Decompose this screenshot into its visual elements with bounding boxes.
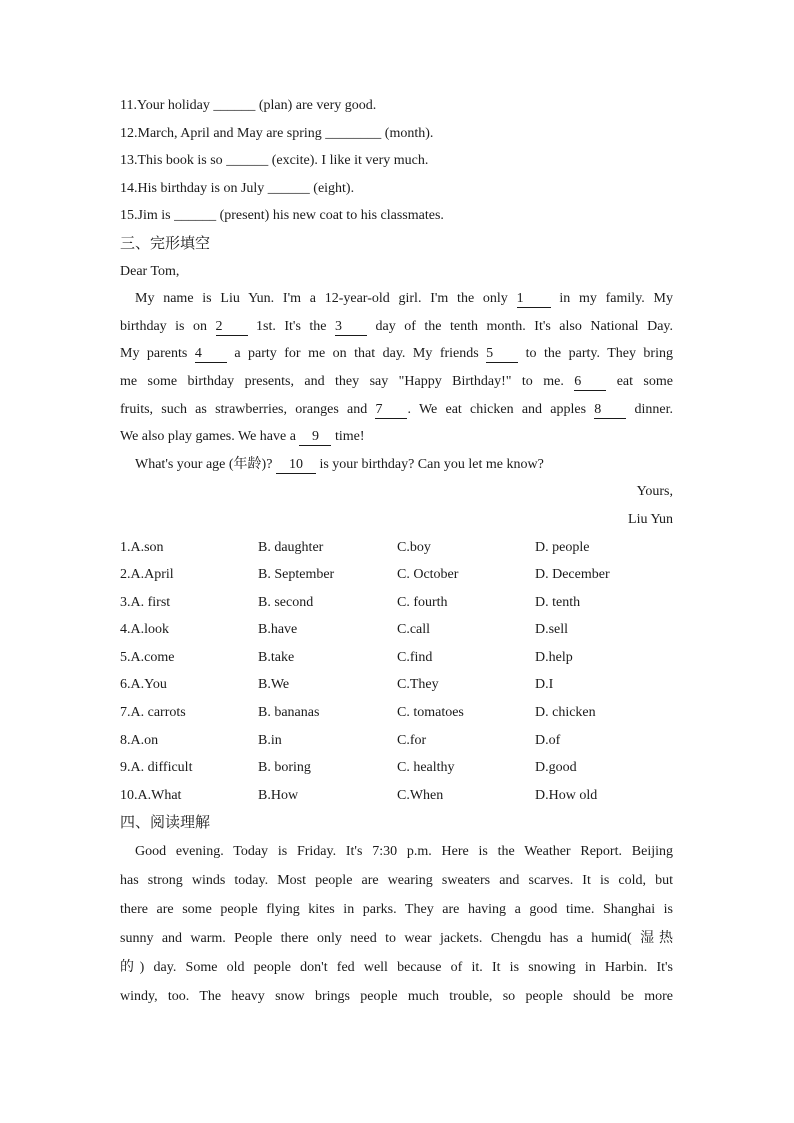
answer-blank[interactable]: ______ (174, 208, 217, 224)
option-a[interactable]: 5.A.come (120, 649, 175, 665)
passage-line: me some birthday presents, and they say "Happy Birthday!" to me. 6 eat some (120, 373, 673, 389)
option-b[interactable]: B. bananas (258, 705, 320, 721)
option-a[interactable]: 4.A.look (120, 622, 169, 638)
passage-line: What's your age (年龄)? 10 is your birthday? Can you let me know? (135, 455, 544, 472)
question-14: 14.His birthday is on July ______ (eight). (120, 180, 355, 196)
option-d[interactable]: D. tenth (535, 594, 581, 610)
option-c[interactable]: C.call (397, 622, 431, 638)
option-d[interactable]: D.I (535, 677, 554, 693)
option-d[interactable]: D.good (535, 760, 577, 776)
cloze-blank-10[interactable]: 10 (276, 457, 316, 474)
passage-line: My parents 4 a party for me on that day. My friends 5 to the party. They bring (120, 346, 673, 362)
answer-blank[interactable]: ______ (213, 98, 256, 113)
option-d[interactable]: D.of (535, 732, 561, 748)
option-d[interactable]: D.How old (535, 787, 598, 803)
option-d[interactable]: D. people (535, 539, 590, 555)
letter-signature: Liu Yun (628, 511, 673, 527)
option-a[interactable]: 1.A.son (120, 539, 164, 555)
option-b[interactable]: B. second (258, 594, 314, 610)
passage-line: windy, too. The heavy snow brings people much trouble, so people should be more (120, 989, 673, 1005)
option-d[interactable]: D.help (535, 649, 573, 665)
option-row (120, 782, 673, 810)
option-c[interactable]: C. October (397, 567, 459, 583)
cloze-blank-1[interactable]: 1 (517, 291, 551, 308)
option-c[interactable]: C.boy (397, 539, 431, 555)
answer-blank[interactable]: ______ (226, 153, 269, 169)
option-c[interactable]: C.They (397, 677, 439, 693)
cloze-blank-4[interactable]: 4 (195, 346, 227, 363)
option-b[interactable]: B. boring (258, 760, 311, 776)
worksheet-page (120, 92, 673, 1011)
passage-line: there are some people flying kites in parks. They are having a good time. Shanghai is (120, 902, 673, 918)
option-row (120, 534, 673, 562)
option-row (120, 671, 673, 699)
option-d[interactable]: D.sell (535, 622, 569, 638)
passage-line: has strong winds today. Most people are wearing sweaters and scarves. It is cold, but (120, 873, 673, 889)
option-c[interactable]: C.When (397, 787, 444, 803)
option-row (120, 644, 673, 672)
cloze-passage (120, 285, 673, 533)
question-11: 11.Your holiday ______ (plan) are very good. (120, 98, 377, 113)
letter-closing: Yours, (636, 484, 673, 500)
question-15: 15.Jim is ______ (present) his new coat to his classmates. (120, 208, 444, 224)
answer-blank[interactable]: ________ (325, 125, 382, 141)
cloze-options (120, 534, 673, 810)
option-a[interactable]: 8.A.on (120, 732, 159, 748)
option-b[interactable]: B. daughter (258, 539, 324, 555)
option-b[interactable]: B.in (258, 732, 282, 748)
section-4-title: 四、阅读理解 (120, 813, 211, 832)
letter-salutation: Dear Tom, (120, 263, 180, 279)
option-row (120, 699, 673, 727)
option-b[interactable]: B. September (258, 567, 335, 583)
option-b[interactable]: B.have (258, 622, 298, 638)
option-a[interactable]: 3.A. first (120, 594, 171, 610)
passage-line: Good evening. Today is Friday. It's 7:30 p.m. Here is the Weather Report. Beijing (135, 844, 673, 860)
option-row (120, 589, 673, 617)
section-3-title: 三、完形填空 (120, 233, 211, 252)
option-a[interactable]: 7.A. carrots (120, 705, 186, 721)
cloze-blank-8[interactable]: 8 (594, 402, 626, 419)
answer-blank[interactable]: ______ (267, 180, 310, 196)
question-12: 12.March, April and May are spring ________ (month). (120, 125, 434, 141)
option-b[interactable]: B.We (258, 677, 290, 693)
option-c[interactable]: C. fourth (397, 594, 448, 610)
reading-passage (120, 837, 673, 1011)
passage-line: My name is Liu Yun. I'm a 12-year-old girl. I'm the only 1 in my family. My (135, 291, 673, 307)
option-row (120, 727, 673, 755)
passage-line: sunny and warm. People there only need to wear jackets. Chengdu has a humid( 湿热 (120, 931, 673, 947)
option-c[interactable]: C.for (397, 732, 427, 748)
option-row (120, 561, 673, 589)
option-d[interactable]: D. chicken (535, 705, 596, 721)
cloze-blank-7[interactable]: 7 (375, 402, 407, 419)
option-a[interactable]: 10.A.What (120, 787, 182, 803)
cloze-blank-9[interactable]: 9 (299, 429, 331, 446)
option-d[interactable]: D. December (535, 567, 610, 583)
question-13: 13.This book is so ______ (excite). I like it very much. (120, 153, 429, 169)
option-row (120, 616, 673, 644)
option-b[interactable]: B.How (258, 787, 299, 803)
option-c[interactable]: C.find (397, 649, 433, 665)
option-a[interactable]: 9.A. difficult (120, 760, 193, 776)
option-c[interactable]: C. tomatoes (397, 705, 464, 721)
passage-line: 的) day. Some old people don't fed well because of it. It is snowing in Harbin. It's (120, 960, 673, 976)
cloze-blank-6[interactable]: 6 (574, 374, 606, 391)
passage-line: birthday is on 2 1st. It's the 3 day of the tenth month. It's also National Day. (120, 318, 673, 334)
cloze-blank-5[interactable]: 5 (486, 346, 518, 363)
cloze-blank-3[interactable]: 3 (335, 319, 367, 336)
cloze-blank-2[interactable]: 2 (216, 319, 248, 336)
option-a[interactable]: 6.A.You (120, 677, 167, 693)
passage-line: fruits, such as strawberries, oranges and 7 . We eat chicken and apples 8 dinner. (120, 401, 673, 417)
fill-in-section (120, 92, 673, 230)
option-b[interactable]: B.take (258, 649, 295, 665)
option-row (120, 754, 673, 782)
option-a[interactable]: 2.A.April (120, 567, 174, 583)
option-c[interactable]: C. healthy (397, 760, 455, 776)
passage-line: We also play games. We have a 9 time! (120, 429, 365, 445)
